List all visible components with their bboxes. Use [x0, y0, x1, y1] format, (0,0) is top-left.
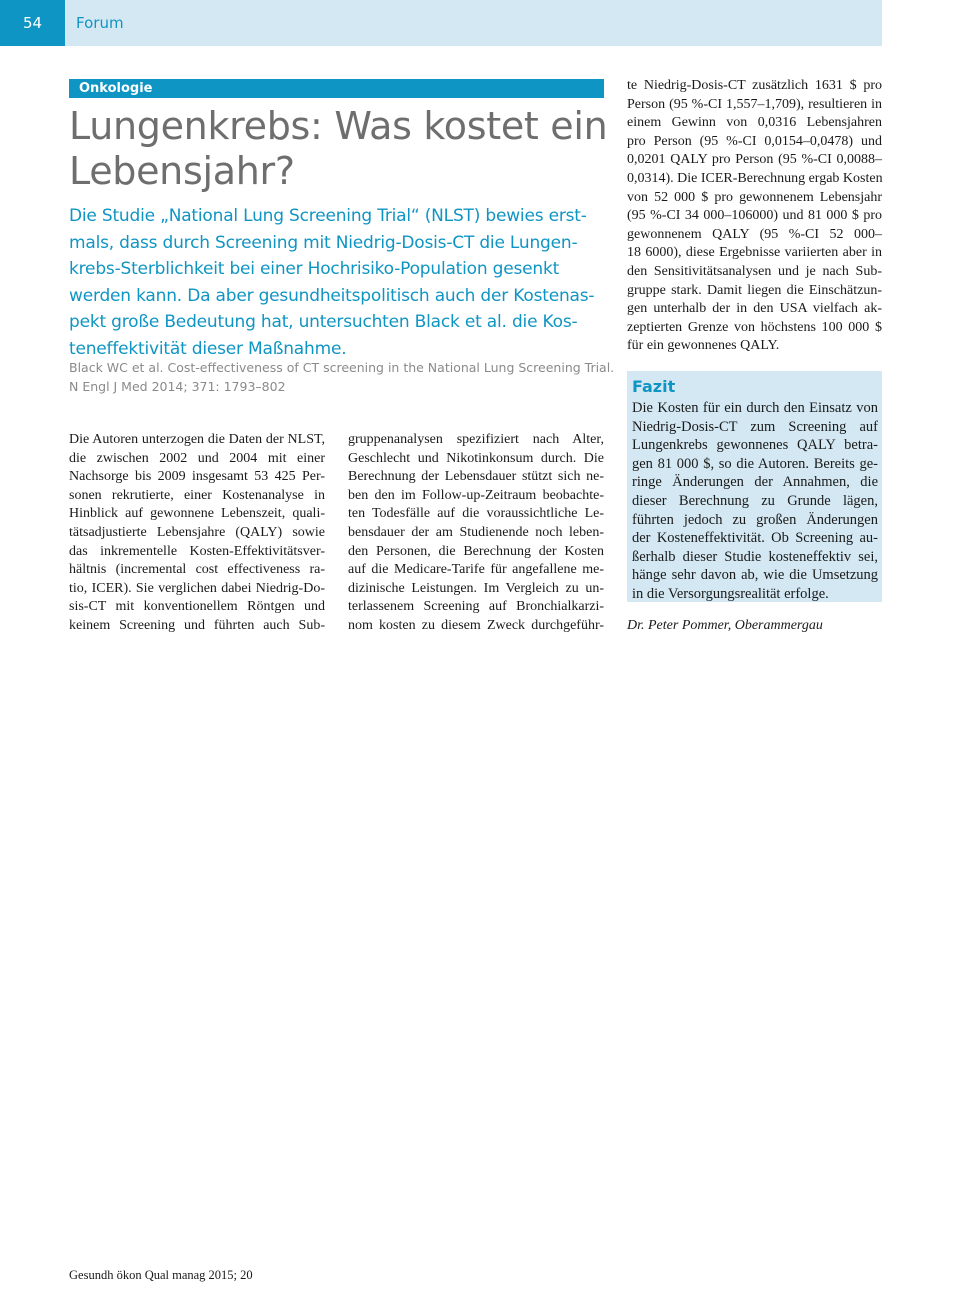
body-line: sonen rekrutierte, einer Kostenanalyse in: [69, 487, 325, 503]
body-column-1: [69, 431, 325, 636]
body-line: Person (95 %-CI 1,557–1,709), resultieren in: [627, 96, 882, 112]
lead-line: mals, dass durch Screening mit Niedrig-Dosis-CT die Lungen-: [69, 232, 578, 253]
body-line: Die Autoren unterzogen die Daten der NLST,: [69, 432, 325, 447]
fazit-line: führten jedoch zu großen Änderungen: [632, 511, 878, 528]
header-bar: [0, 0, 882, 46]
citation: [69, 358, 614, 396]
fazit-line: der Kosteneffektivität. Ob Screening au-: [632, 530, 878, 547]
fazit-box: [627, 371, 882, 602]
body-line: pro Person (95 %-CI 0,0154–0,0478) und: [627, 133, 882, 149]
body-line: nom kosten zu diesem Zweck durchgeführ-: [348, 617, 604, 633]
fazit-line: in die Versorgungsrealität erfolge.: [632, 585, 829, 602]
fazit-line: hänge sehr davon ab, wie die Umsetzung: [632, 567, 878, 584]
fazit-line: gen 81 000 $, so die Autoren. Bereits ge-: [632, 455, 878, 472]
body-line: 0,0314). Die ICER-Berechnung ergab Kosten: [627, 170, 883, 186]
citation-line: N Engl J Med 2014; 371: 1793–802: [69, 379, 286, 394]
article-title: [69, 104, 609, 194]
body-line: ben den im Follow-up-Zeitraum beobachte-: [348, 487, 604, 503]
body-line: te Niedrig-Dosis-CT zusätzlich 1631 $ pro: [627, 78, 882, 93]
body-line: gewonnenem QALY (95 %-CI 52 000–: [627, 226, 882, 242]
fazit-line: ringe Änderungen der Annahmen, die: [632, 474, 878, 491]
body-column-2: [348, 431, 604, 636]
body-line: dizinische Leistungen. Im Vergleich zu un-: [348, 580, 604, 596]
section-label: Forum: [76, 14, 124, 32]
body-line: das inkrementelle Kosten-Effektivitätsver-: [69, 543, 325, 559]
body-line: Nachsorge bis 2009 insgesamt 53 425 Per-: [69, 469, 325, 485]
lead-line: teneffektivität dieser Maßnahme.: [69, 338, 347, 359]
body-line: den Sensitivitätsanalysen und je nach Sub-: [627, 263, 882, 279]
body-line: 0,0201 QALY pro Person (95 %-CI 0,0088–: [627, 152, 882, 168]
lead-line: werden kann. Da aber gesundheitspolitisch auch der Kostenas-: [69, 285, 595, 306]
body-line: gruppenanalysen spezifiziert nach Alter,: [348, 432, 604, 447]
body-line: Geschlecht und Nikotinkonsum durch. Die: [348, 450, 604, 466]
body-line: (95 %-CI 34 000–106000) und 81 000 $ pro: [627, 208, 882, 224]
body-line: sis-CT mit konventionellem Röntgen und: [69, 599, 325, 615]
rubric-label: Onkologie: [69, 79, 604, 98]
body-line: einem Gewinn von 0,0316 Lebensjahren: [627, 115, 882, 131]
body-line: auf die Medicare-Tarife für angefallene me-: [348, 562, 604, 578]
body-line: zeptierten Grenze von höchstens 100 000 $: [627, 319, 882, 335]
body-line: gruppe stark. Damit liegen die Einschätzun-: [627, 282, 882, 298]
body-line: Berechnung der Lebensdauer stützt sich ne-: [348, 469, 604, 485]
body-line: tätsadjustierte Lebensjahre (QALY) sowie: [69, 524, 325, 540]
lead-line: Die Studie „National Lung Screening Trial“ (NLST) bewies erst-: [69, 206, 587, 226]
citation-line: Black WC et al. Cost-effectiveness of CT screening in the National Lung Screening Trial.: [69, 360, 615, 375]
body-line: für ein gewonnenes QALY.: [627, 338, 780, 354]
body-line: hältnis (incremental cost effectiveness ra-: [69, 562, 325, 578]
body-line: gen unterhalb der in den USA vielfach ak-: [627, 301, 882, 317]
body-line: keinem Screening und führten auch Sub-: [69, 617, 325, 633]
body-line: von 52 000 $ pro gewonnenem Lebensjahr: [627, 189, 882, 205]
fazit-body: [632, 399, 878, 604]
body-line: bensdauer der am Studienende noch leben-: [348, 524, 604, 540]
fazit-line: dieser Berechnung zu Grunde lägen,: [632, 492, 878, 509]
author-signature: Dr. Peter Pommer, Oberammergau: [627, 618, 823, 633]
lead-paragraph: [69, 203, 609, 362]
lead-line: pekt große Bedeutung hat, untersuchten Black et al. die Kos-: [69, 312, 578, 332]
fazit-line: Die Kosten für ein durch den Einsatz von: [632, 400, 878, 416]
fazit-heading: Fazit: [632, 377, 676, 396]
body-line: tio, ICER). Sie verglichen dabei Niedrig-Do-: [69, 580, 325, 596]
lead-line: krebs-Sterblichkeit bei einer Hochrisiko-Population gesenkt: [69, 259, 560, 279]
page-number: 54: [0, 0, 65, 46]
journal-footer: Gesundh ökon Qual manag 2015; 20: [69, 1268, 253, 1282]
title-line: Lungenkrebs: Was kostet ein: [69, 104, 608, 148]
body-line: 18 6000), diese Ergebnisse variierten aber in: [627, 245, 882, 261]
fazit-line: Lungenkrebs gewonnenes QALY betra-: [632, 437, 878, 454]
fazit-line: Niedrig-Dosis-CT zum Screening auf: [632, 418, 878, 435]
body-line: die zwischen 2002 und 2004 mit einer: [69, 450, 325, 466]
body-column-3: [627, 77, 882, 356]
body-line: ten Todesfälle auf die voraussichtliche Le-: [348, 506, 604, 522]
body-line: den Personen, die Berechnung der Kosten: [348, 543, 604, 559]
title-line: Lebensjahr?: [69, 149, 295, 193]
body-line: terlassenem Screening auf Bronchialkarzi-: [348, 599, 604, 615]
body-line: Hinblick auf gewonnene Lebenszeit, quali-: [69, 506, 325, 522]
fazit-line: ßerhalb dieser Studie kosteneffektiv sei,: [632, 548, 878, 565]
